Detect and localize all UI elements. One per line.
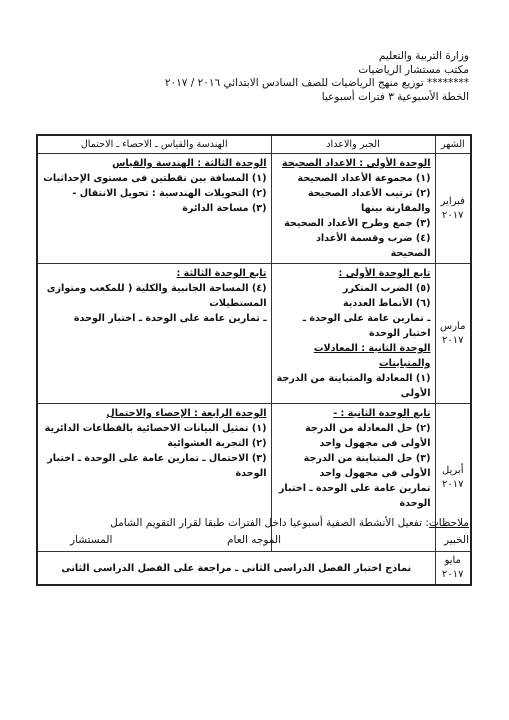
geometry-cell (37, 154, 271, 264)
lesson-item: تمارين عامة على الوحدة ـ اختبار الوحدة (278, 483, 431, 509)
header-geometry: الهندسة والقياس ـ الاحصاء ـ الاحتمال (37, 135, 271, 154)
table-header-row (37, 135, 471, 154)
month-cell (435, 154, 471, 264)
ministry-name: وزارة التربية والتعليم (378, 50, 469, 62)
signature-supervisor: الموجه العام (227, 534, 281, 546)
lesson-item: (٣) حل المتباينة من الدرجة الأولى فى مجهول واحد (303, 453, 431, 479)
lesson-item: (١) المسافة بين نقطتين فى مستوى الإحداثيات (43, 173, 267, 184)
month-year: ٢٠١٧ (442, 569, 464, 580)
notes-line (29, 516, 469, 530)
unit-title: الوحدة الرابعة : الإحصاء والاحتمال (106, 408, 267, 419)
unit-title: الوحدة الثالثة : الهندسة والقياس (112, 158, 267, 169)
lesson-item: (٥) الضرب المتكرر (342, 283, 431, 294)
month-year: ٢٠١٧ (442, 209, 464, 221)
document-header (29, 50, 469, 104)
lesson-item: (٢) التجربة العشوائية (167, 438, 267, 449)
lesson-item: (٣) مساحة الدائرة (182, 203, 267, 214)
lesson-item: (١) مجموعة الأعداد الصحيحة (297, 173, 431, 184)
lesson-item: (٤) المساحة الجانبية والكلية ( للمكعب ومتوازى المستطيلات (46, 283, 267, 309)
notes-label: ملاحظات (428, 517, 469, 529)
lesson-item: (١) تمثيل البيانات الاحصائية بالقطاعات الدائرية (44, 423, 267, 434)
unit-title: تابع الوحدة الأولى : (338, 268, 431, 279)
month-cell (435, 552, 471, 586)
table-row (37, 264, 471, 404)
signature-expert: الخبير (443, 534, 469, 546)
lesson-item: (٦) الأنماط العددية (342, 298, 431, 309)
lesson-item: (٣) الاحتمال ـ تمارين عامة على الوحدة ـ اختبار الوحدة (47, 453, 267, 479)
final-review-cell: نماذج اختبار الفصل الدراسى الثانى ـ مراجعة على الفصل الدراسى الثانى (37, 552, 435, 586)
month-name: مايو (444, 555, 461, 566)
unit-title: تابع الوحدة الثانية : - (333, 408, 431, 419)
lesson-item: (٢) التحويلات الهندسية : تحويل الانتقال - (72, 188, 267, 199)
lesson-item: (٣) جمع وطرح الأعداد الصحيحة (284, 218, 431, 229)
lesson-item: ـ تمارين عامة على الوحدة ـ اختبار الوحدة (73, 313, 267, 324)
unit-title: الوحدة الثانية : المعادلات والمتباينات (313, 343, 431, 369)
geometry-cell (37, 264, 271, 404)
unit-title: الوحدة الأولى : الاعداد الصحيحة (281, 158, 431, 169)
lesson-item: (٤) ضرب وقسمة الأعداد الصحيحة (315, 233, 431, 259)
office-name: مكتب مستشار الرياضيات (358, 63, 469, 76)
table-row (37, 154, 471, 264)
header-algebra: الجبر والاعداد (271, 135, 435, 154)
lesson-item: ـ تمارين عامة على الوحدة ـ اختبار الوحدة (302, 313, 431, 339)
unit-title: تابع الوحدة الثالثة : (176, 268, 267, 279)
month-year: ٢٠١٧ (442, 334, 464, 346)
lesson-item: (٢) حل المعادلة من الدرجة الأولى فى مجهول واحد (305, 423, 431, 449)
table-row (37, 552, 471, 586)
lesson-item: (٢) ترتيب الأعداد الصحيحة والمقارنة بينها (307, 188, 431, 214)
algebra-cell (271, 264, 435, 404)
plan-subtitle: الخطة الأسبوعية ٣ فترات أسبوعيا (321, 90, 469, 103)
month-year: ٢٠١٧ (442, 478, 464, 490)
month-name: مارس (440, 320, 466, 332)
notes-text: : تفعيل الأنشطة الصفية أسبوعيا داخل الفترات طبقا لقرار التقويم الشامل (110, 517, 429, 529)
signature-advisor: المستشار (70, 534, 113, 546)
document-title: ******** توزيع منهج الرياضيات للصف السادس الابتدائي ٢٠١٦ / ٢٠١٧ (164, 77, 469, 89)
algebra-cell (271, 154, 435, 264)
month-name: أبريل (442, 464, 464, 476)
month-cell (435, 264, 471, 404)
month-name: فبراير (440, 195, 465, 207)
lesson-item: (١) المعادلة والمتباينة من الدرجة الأولى (276, 373, 431, 399)
header-month: الشهر (435, 135, 471, 154)
